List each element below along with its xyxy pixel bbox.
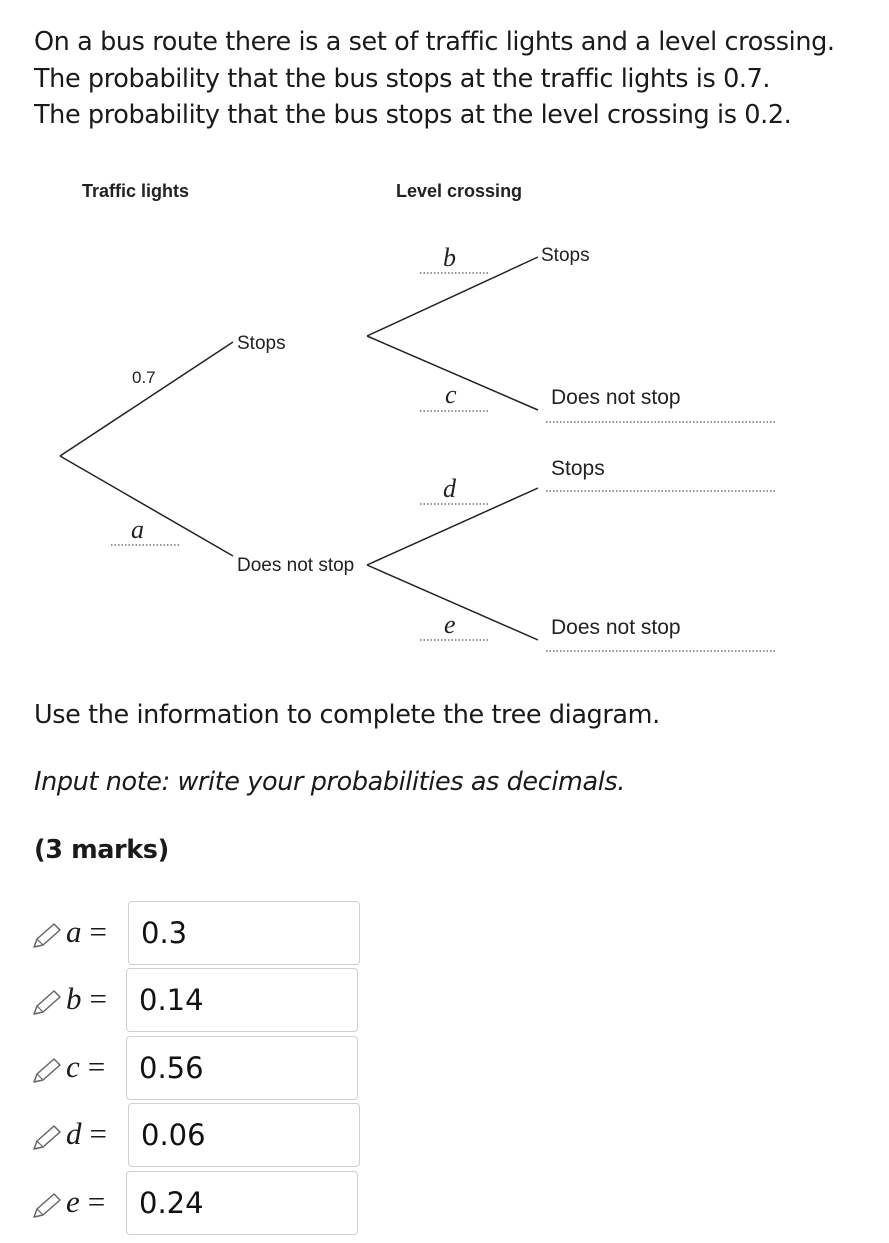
label-upper-stops: Stops [541, 245, 590, 266]
instruction-text: Use the information to complete the tree diagram. [34, 700, 660, 730]
pencil-icon [30, 1056, 64, 1086]
intro-line-3: The probability that the bus stops at the level crossing is 0.2. [34, 100, 792, 130]
answer-var: e [66, 1184, 80, 1219]
answer-value: 0.24 [139, 1186, 204, 1220]
question-intro [34, 24, 835, 134]
label-lights-stops: Stops [237, 333, 286, 354]
answer-row-d [30, 1103, 370, 1169]
heading-level-crossing: Level crossing [396, 181, 523, 201]
equals-sign: = [89, 981, 107, 1016]
tree-diagram [0, 160, 889, 680]
answer-input-c[interactable] [126, 1036, 358, 1100]
pencil-icon [30, 921, 64, 951]
answer-input-b[interactable] [126, 968, 358, 1032]
pencil-icon [30, 1123, 64, 1153]
answer-row-b [30, 968, 370, 1034]
answer-row-a [30, 901, 370, 967]
answer-label-a [66, 914, 107, 950]
branch-lights-stops [60, 342, 233, 456]
answer-label-e [66, 1184, 105, 1220]
answer-value: 0.14 [139, 983, 204, 1017]
input-note: Input note: write your probabilities as decimals. [34, 767, 625, 797]
heading-traffic-lights: Traffic lights [82, 181, 190, 201]
answer-var: c [66, 1049, 80, 1084]
equals-sign: = [87, 1049, 106, 1084]
prob-lights-stops: 0.7 [132, 368, 156, 387]
answer-value: 0.06 [141, 1118, 206, 1152]
answer-value: 0.3 [141, 916, 188, 950]
answer-label-c [66, 1049, 105, 1085]
var-e: e [444, 610, 456, 639]
equals-sign: = [89, 914, 107, 949]
var-c: c [445, 380, 457, 409]
var-d: d [443, 474, 456, 503]
answer-row-c [30, 1036, 370, 1102]
answer-var: a [66, 914, 82, 949]
intro-line-2: The probability that the bus stops at the traffic lights is 0.7. [34, 63, 771, 94]
intro-line-1: On a bus route there is a set of traffic lights and a level crossing. [34, 27, 835, 57]
answer-label-b [66, 981, 107, 1017]
equals-sign: = [89, 1116, 107, 1151]
answer-var: b [66, 981, 82, 1016]
answer-value: 0.56 [139, 1051, 204, 1085]
var-a: a [131, 515, 144, 544]
answer-row-e [30, 1171, 370, 1237]
marks-label: (3 marks) [34, 835, 169, 865]
answer-input-d[interactable] [128, 1103, 360, 1167]
equals-sign: = [87, 1184, 106, 1219]
label-lower-not-stop: Does not stop [551, 616, 681, 639]
label-lights-not-stop: Does not stop [237, 555, 355, 576]
pencil-icon [30, 988, 64, 1018]
label-lower-stops: Stops [551, 457, 605, 480]
answer-input-a[interactable] [128, 901, 360, 965]
pencil-icon [30, 1191, 64, 1221]
var-b: b [443, 243, 456, 272]
branch-lights-not-stop [60, 456, 233, 556]
answer-input-e[interactable] [126, 1171, 358, 1235]
label-upper-not-stop: Does not stop [551, 386, 681, 409]
answer-label-d [66, 1116, 107, 1152]
answer-var: d [66, 1116, 82, 1151]
